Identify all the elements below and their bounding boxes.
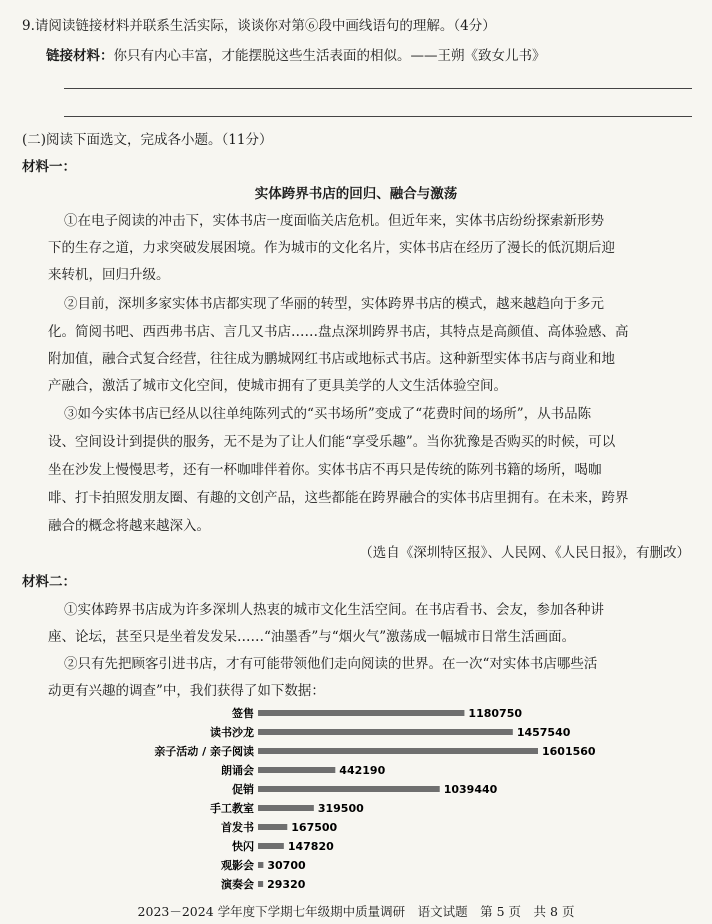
value-label: 30700 xyxy=(267,859,306,872)
paragraph-line: 坐在沙发上慢慢思考，还有一杯咖啡伴着你。实体书店不再只是传统的陈列书籍的场所，喝咖 xyxy=(48,462,602,478)
paragraph-line: ①实体跨界书店成为许多深圳人热衷的城市文化生活空间。在书店看书、会友，参加各种讲 xyxy=(64,602,604,618)
value-label: 319500 xyxy=(317,802,364,815)
category-label: 观影会 xyxy=(221,859,254,872)
paragraph-line: ②目前，深圳多家实体书店都实现了华丽的转型，实体跨界书店的模式，越来越趋向于多元 xyxy=(64,296,604,312)
bar xyxy=(258,881,263,887)
category-label: 签售 xyxy=(232,707,254,720)
value-label: 1601560 xyxy=(542,745,596,758)
answer-line-1 xyxy=(64,88,692,89)
material-2-label: 材料二： xyxy=(22,574,76,590)
page-footer: 2023－2024 学年度下学期七年级期中质量调研 语文试题 第 5 页 共 8 页 xyxy=(137,904,575,919)
bar xyxy=(258,729,513,735)
paragraph-line: ③如今实体书店已经从以往单纯陈列式的“买书场所”变成了“花费时间的场所”，从书品陈 xyxy=(64,406,592,422)
bar xyxy=(258,862,263,868)
bar xyxy=(258,843,284,849)
section-2-header: (二)阅读下面选文，完成各小题。（11分） xyxy=(22,132,273,148)
link-material xyxy=(46,44,546,64)
link-material-label: 链接材料： xyxy=(46,48,114,64)
paragraph-line: 动更有兴趣的调查”中，我们获得了如下数据： xyxy=(48,683,325,699)
value-label: 147820 xyxy=(287,840,334,853)
paragraph-line: 化。简阅书吧、西西弗书店、言几又书店……盘点深圳跨界书店，其特点是高颜值、高体验感、高 xyxy=(48,324,629,340)
category-label: 亲子活动 / 亲子阅读 xyxy=(154,745,254,758)
paragraph-line: 设、空间设计到提供的服务，无不是为了让人们能“享受乐趣”。当你犹豫是否购买的时候，可以 xyxy=(48,434,616,450)
paragraph-line: 座、论坛，甚至只是坐着发发呆……“油墨香”与“烟火气”激荡成一幅城市日常生活画面。 xyxy=(48,629,576,645)
category-label: 读书沙龙 xyxy=(210,726,254,739)
category-label: 朗诵会 xyxy=(221,764,254,777)
link-material-text: 你只有内心丰富，才能摆脱这些生活表面的相似。——王朔《致女儿书》 xyxy=(113,48,546,64)
value-label: 1180750 xyxy=(468,707,523,720)
category-label: 演奏会 xyxy=(221,878,254,891)
source-note: （选自《深圳特区报》、人民网、《人民日报》，有删改） xyxy=(359,545,690,561)
bar xyxy=(258,805,314,811)
bar xyxy=(258,767,335,773)
value-label: 29320 xyxy=(267,878,306,891)
value-label: 1039440 xyxy=(443,783,498,796)
paragraph-line: 下的生存之道，力求突破发展困境。作为城市的文化名片，实体书店在经历了漫长的低沉期后迎 xyxy=(48,240,615,256)
material-1-label: 材料一： xyxy=(22,159,76,175)
category-label: 首发书 xyxy=(221,821,254,834)
category-label: 快闪 xyxy=(232,840,254,853)
paragraph-line: ①在电子阅读的冲击下，实体书店一度面临关店危机。但近年来，实体书店纷纷探索新形势 xyxy=(64,213,604,229)
article-title: 实体跨界书店的回归、融合与激荡 xyxy=(254,186,458,202)
paragraph-line: 融合的概念将越来越深入。 xyxy=(48,518,210,534)
category-label: 促销 xyxy=(232,783,254,796)
category-label: 手工教室 xyxy=(210,802,254,815)
answer-line-2 xyxy=(64,116,692,117)
paragraph-line: 附加值，融合式复合经营，往往成为鹏城网红书店或地标式书店。这种新型实体书店与商业和地 xyxy=(48,351,615,367)
paragraph-line: 产融合，激活了城市文化空间，使城市拥有了更具美学的人文生活体验空间。 xyxy=(48,378,507,394)
bar xyxy=(258,710,464,716)
value-label: 442190 xyxy=(339,764,386,777)
paragraph-line: 来转机，回归升级。 xyxy=(48,267,170,283)
bar xyxy=(258,786,440,792)
paragraph-line: ②只有先把顾客引进书店，才有可能带领他们走向阅读的世界。在一次“对实体书店哪些活 xyxy=(64,656,598,672)
activity-interest-bar-chart xyxy=(0,703,712,895)
paragraph-line: 啡、打卡拍照发朋友圈、有趣的文创产品，这些都能在跨界融合的实体书店里拥有。在未来，跨界 xyxy=(48,490,629,506)
bar xyxy=(258,824,287,830)
value-label: 1457540 xyxy=(516,726,571,739)
value-label: 167500 xyxy=(291,821,338,834)
question-9-text: 9.请阅读链接材料并联系生活实际，谈谈你对第⑥段中画线语句的理解。（4分） xyxy=(22,18,496,34)
bar xyxy=(258,748,538,754)
